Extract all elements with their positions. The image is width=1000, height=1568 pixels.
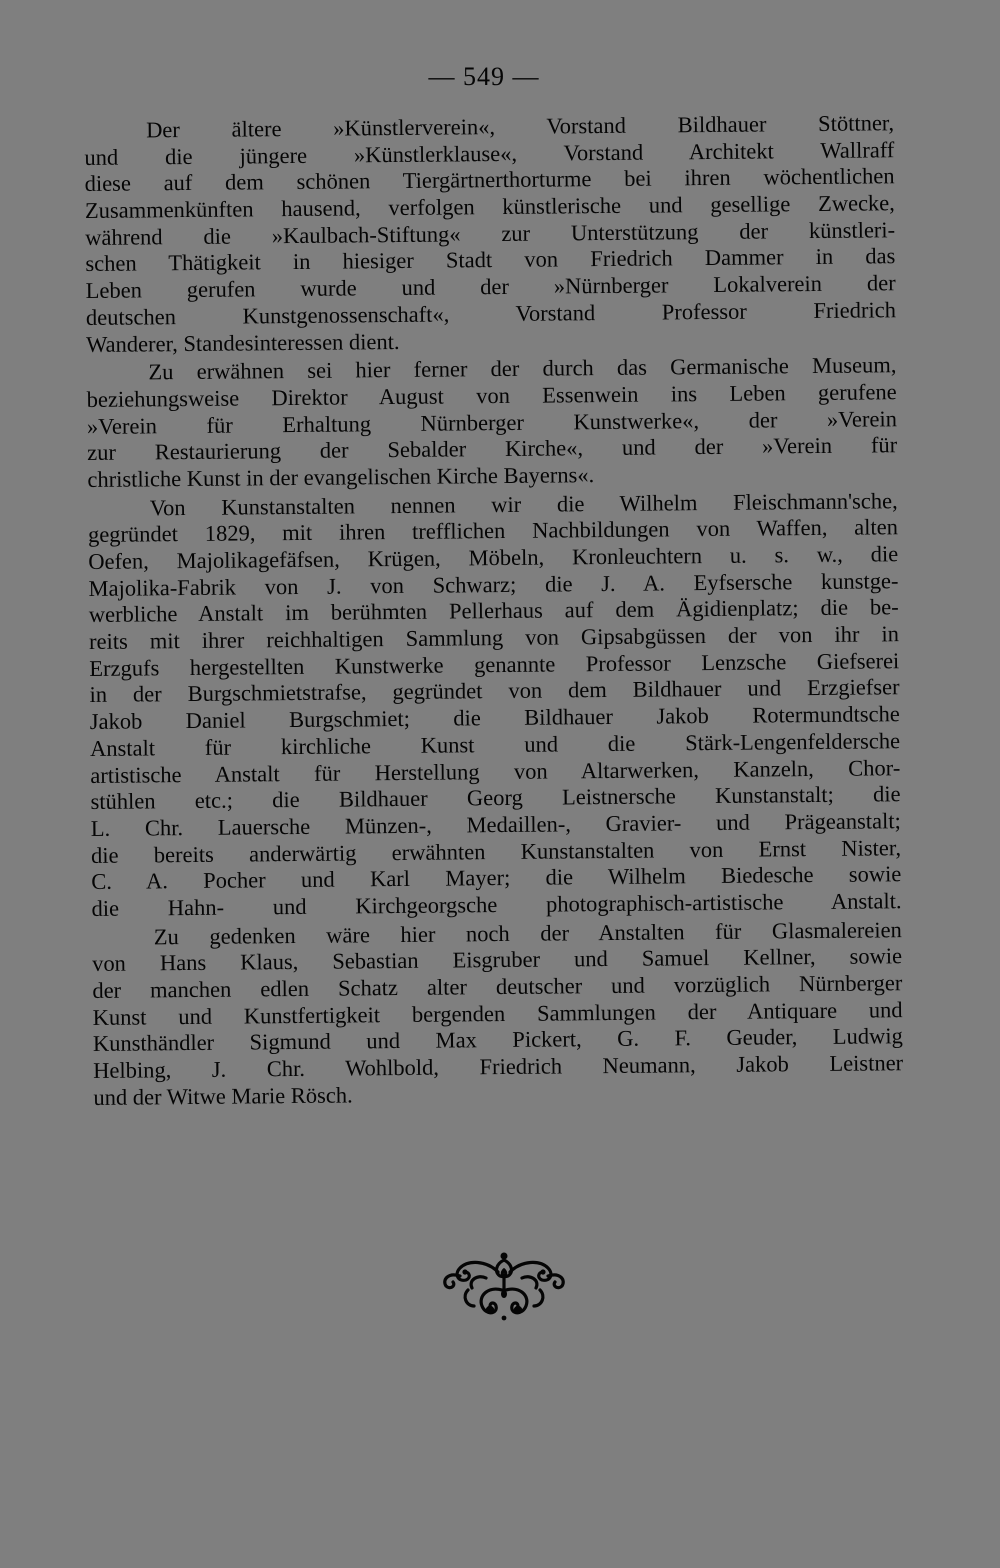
text-line: Anstalt für kirchliche Kunst und die Stärk-Lengenfeldersche xyxy=(89,728,901,761)
text-line: die bereits anderwärtig erwähnten Kunstanstalten von Ernst Nister, xyxy=(90,834,902,868)
text-line: Der ältere »Künstlerverein«, Vorstand Bildhauer Stöttner, xyxy=(145,110,895,143)
text-line: L. Chr. Lauersche Münzen-, Medaillen-, Gravier- und Prägeanstalt; xyxy=(90,808,901,841)
paragraph-kuenstlerverein xyxy=(84,110,896,358)
page-number: — 549 — xyxy=(428,62,540,91)
text-line: von Hans Klaus, Sebastian Eisgruber und Samuel Kellner, sowie xyxy=(91,943,903,977)
text-line: Oefen, Majolikagefäfsen, Krügen, Möbeln, Kronleuchtern u. s. w., die xyxy=(88,541,899,574)
text-line: reits mit ihrer reichhaltigen Sammlung von Gipsabgüssen der von ihr in xyxy=(88,621,900,655)
paragraph-kunstanstalten xyxy=(88,488,902,923)
text-line: Erzgufs hergestellten Kunstwerke genannte Professor Lenzsche Giefserei xyxy=(89,647,900,681)
text-line: Von Kunstanstalten nennen wir die Wilhelm Fleischmann'sche, xyxy=(149,487,898,521)
text-line: und die jüngere »Künstlerklause«, Vorstand Architekt Wallraff xyxy=(84,136,895,170)
text-line: während die »Kaulbach-Stiftung« zur Unterstützung der künstleri- xyxy=(85,216,896,250)
floral-ornament-icon xyxy=(438,1250,570,1322)
text-line: Wanderer, Standesinteressen dient. xyxy=(86,328,400,357)
text-line: zur Restaurierung der Sebalder Kirche«, und der »Verein für xyxy=(87,432,898,466)
text-line: Kunst und Kunstfertigkeit bergenden Sammlungen der Antiquare und xyxy=(92,996,903,1030)
text-line: die Hahn- und Kirchgeorgsche photographisch-artistische Anstalt. xyxy=(91,888,902,921)
text-line: Helbing, J. Chr. Wohlbold, Friedrich Neumann, Jakob Leistner xyxy=(93,1050,904,1084)
text-line: deutschen Kunstgenossenschaft«, Vorstand Professor Friedrich xyxy=(85,297,896,330)
text-line: C. A. Pocher und Karl Mayer; die Wilhelm Biedesche sowie xyxy=(91,861,902,895)
text-line: Zu erwähnen sei hier ferner der durch das Germanische Museum, xyxy=(148,352,897,385)
text-line: Leben gerufen wurde und der »Nürnberger Lokalverein der xyxy=(85,270,896,304)
text-line: artistische Anstalt für Herstellung von Altarwerken, Kanzeln, Chor- xyxy=(90,754,901,788)
text-line: Majolika-Fabrik von J. von Schwarz; die J. A. Eyfsersche kunstge- xyxy=(88,567,899,601)
text-line: schen Thätigkeit in hiesiger Stadt von Friedrich Dammer in das xyxy=(85,243,896,277)
text-line: der manchen edlen Schatz alter deutscher und vorzüglich Nürnberger xyxy=(92,970,903,1003)
text-line: diese auf dem schönen Tiergärtnerthorturme bei ihren wöchentlichen xyxy=(84,163,895,197)
text-line: stühlen etc.; die Bildhauer Georg Leistnersche Kunstanstalt; die xyxy=(90,781,901,815)
text-line: werbliche Anstalt im berühmten Pellerhaus auf dem Ägidienplatz; die be- xyxy=(88,594,899,628)
text-line: christliche Kunst in der evangelischen Kirche Bayerns«. xyxy=(87,462,595,492)
body-text xyxy=(84,110,903,1111)
text-line: in der Burgschmietstrafse, gegründet von dem Bildhauer und Erzgiefser xyxy=(89,674,900,708)
text-line: beziehungsweise Direktor August von Essenwein ins Leben gerufene xyxy=(86,379,897,412)
text-line: Zu gedenken wäre hier noch der Anstalten für Glasmalereien xyxy=(153,916,902,949)
paragraph-glasmalereien xyxy=(92,917,904,1112)
paragraph-vereine xyxy=(86,352,897,493)
text-line: Zusammenkünften hausend, verfolgen künstlerische und gesellige Zwecke, xyxy=(84,190,895,224)
text-line: Kunsthändler Sigmund und Max Pickert, G. F. Geuder, Ludwig xyxy=(92,1023,903,1057)
text-line: Jakob Daniel Burgschmiet; die Bildhauer Jakob Rotermundtsche xyxy=(89,701,900,735)
text-line: gegründet 1829, mit ihren trefflichen Nachbildungen von Waffen, alten xyxy=(87,514,899,548)
text-line: und der Witwe Marie Rösch. xyxy=(93,1082,353,1110)
text-line: »Verein für Erhaltung Nürnberger Kunstwerke«, der »Verein xyxy=(86,405,898,439)
